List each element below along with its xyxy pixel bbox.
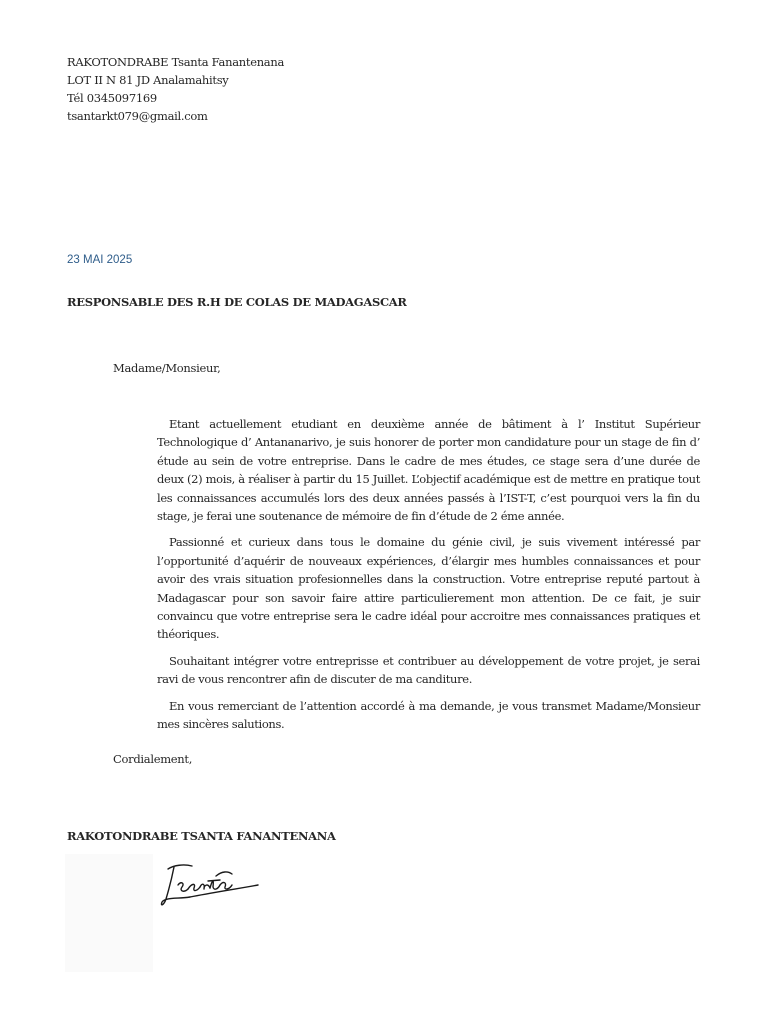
handwritten-signature (150, 855, 270, 915)
body-paragraph-4: En vous remerciant de l’attention accordé à ma demande, je vous transmet Madame/Monsieur mes sincères salutions. (157, 698, 700, 732)
sender-block (67, 53, 284, 125)
salutation: Madame/Monsieur, (113, 361, 221, 375)
sender-address: LOT II N 81 JD Analamahitsy (67, 73, 229, 87)
recipient: RESPONSABLE DES R.H DE COLAS DE MADAGASCAR (67, 295, 407, 309)
sender-phone: Tél 0345097169 (67, 91, 157, 105)
sender-name: RAKOTONDRABE Tsanta Fanantenana (67, 55, 285, 69)
body-paragraph-1: Etant actuellement etudiant en deuxième année de bâtiment à l’ Institut Supérieur Technologique d’ Antananarivo, je suis honorer de porter mon candidature pour un stage de fin d’ étude au sein de votre entreprise. Dans le cadre de mes études, ce stage sera d’une durée de deux (2) mois, à réaliser à partir du 15 Juillet. L’objectif académique est de mettre en pratique tout les connaissances accumulés lors des deux années passés à l’IST-T, c’est pourquoi vers la fin du stage, je ferai une soutenance de mémoire de fin d’étude de 2 éme année. (157, 417, 700, 524)
body-paragraph-3: Souhaitant intégrer votre entreprisse et contribuer au développement de votre projet, je serai ravi de vous rencontrer afin de discuter de ma canditure. (157, 653, 700, 687)
signature-name: RAKOTONDRABE TSANTA FANANTENANA (67, 829, 336, 843)
letter-body (157, 415, 700, 742)
sender-email: tsantarkt079@gmail.com (67, 109, 208, 123)
letter-date: 23 MAI 2025 (67, 254, 133, 266)
closing: Cordialement, (113, 752, 193, 766)
signature-background (65, 854, 153, 972)
body-paragraph-2: Passionné et curieux dans tous le domaine du génie civil, je suis vivement intéressé par l’opportunité d’aquérir de nouveaux expériences, d’élargir mes humbles connaissances et pour avoir des vrais situation profesionnelles dans la construction. Votre entreprise reputé partout à Madagascar pour son savoir faire attire particulierement mon attention. De ce fait, je suir convaincu que votre entreprise sera le cadre idéal pour accroitre mes connaissances pratiques et théoriques. (157, 535, 700, 642)
